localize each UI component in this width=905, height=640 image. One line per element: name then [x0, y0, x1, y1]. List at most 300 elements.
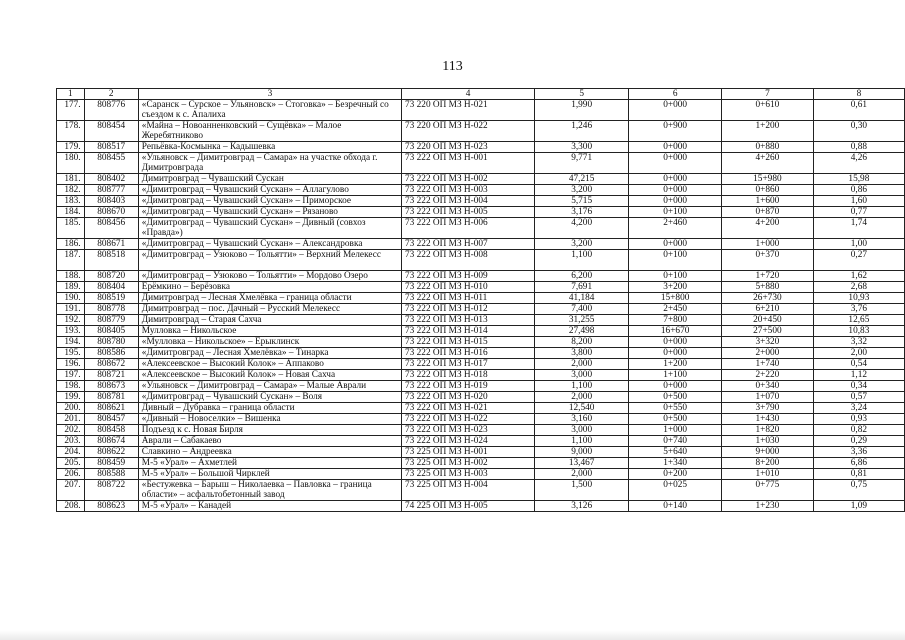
segment-start: 3+200	[629, 282, 722, 293]
road-code: 73 222 ОП МЗ Н-005	[402, 207, 535, 218]
road-code: 73 222 ОП МЗ Н-020	[402, 392, 535, 403]
road-length: 1,500	[535, 480, 629, 501]
row-number: 187.	[57, 250, 85, 271]
road-name: Дивный – Дубравка – граница области	[138, 403, 401, 414]
road-id: 808404	[84, 282, 138, 293]
road-name: Ерёмкино – Берёзовка	[138, 282, 401, 293]
road-name: «Димитровград – Чувашский Сускан» – Рязаново	[138, 207, 401, 218]
table-row	[57, 153, 905, 174]
segment-start: 2+460	[629, 218, 722, 239]
segment-length: 0,82	[813, 425, 904, 436]
segment-end: 4+200	[722, 218, 814, 239]
row-number: 191.	[57, 304, 85, 315]
segment-length: 1,60	[813, 196, 904, 207]
road-id: 808455	[84, 153, 138, 174]
table-row	[57, 359, 905, 370]
road-id: 808454	[84, 121, 138, 142]
page-number: 113	[442, 59, 463, 74]
segment-length: 0,29	[813, 436, 904, 447]
segment-length: 2,68	[813, 282, 904, 293]
road-name: Димитровград – Лесная Хмелёвка – граница области	[138, 293, 401, 304]
table-row	[57, 304, 905, 315]
road-code: 73 222 ОП МЗ Н-018	[402, 370, 535, 381]
table-row	[57, 196, 905, 207]
road-code: 73 222 ОП МЗ Н-001	[402, 153, 535, 174]
road-id: 808776	[84, 100, 138, 121]
row-number: 203.	[57, 436, 85, 447]
road-id: 808781	[84, 392, 138, 403]
table-row	[57, 348, 905, 359]
road-length: 9,000	[535, 447, 629, 458]
road-code: 73 222 ОП МЗ Н-024	[402, 436, 535, 447]
segment-length: 6,86	[813, 458, 904, 469]
road-id: 808457	[84, 414, 138, 425]
segment-length: 0,77	[813, 207, 904, 218]
row-number: 204.	[57, 447, 85, 458]
segment-length: 1,62	[813, 271, 904, 282]
segment-length: 3,76	[813, 304, 904, 315]
road-code: 73 222 ОП МЗ Н-021	[402, 403, 535, 414]
segment-end: 1+720	[722, 271, 814, 282]
segment-end: 1+030	[722, 436, 814, 447]
segment-end: 1+230	[722, 501, 814, 512]
row-number: 198.	[57, 381, 85, 392]
column-header: 7	[722, 89, 814, 100]
table-row	[57, 142, 905, 153]
row-number: 197.	[57, 370, 85, 381]
segment-length: 0,86	[813, 185, 904, 196]
table-row	[57, 381, 905, 392]
segment-end: 3+320	[722, 337, 814, 348]
segment-length: 1,00	[813, 239, 904, 250]
road-length: 1,100	[535, 381, 629, 392]
table-row	[57, 436, 905, 447]
road-length: 3,300	[535, 142, 629, 153]
row-number: 202.	[57, 425, 85, 436]
road-code: 73 222 ОП МЗ Н-016	[402, 348, 535, 359]
segment-length: 12,65	[813, 315, 904, 326]
segment-start: 7+800	[629, 315, 722, 326]
road-name: Димитровград – Старая Сахча	[138, 315, 401, 326]
road-length: 1,100	[535, 250, 629, 271]
road-id: 808458	[84, 425, 138, 436]
road-id: 808670	[84, 207, 138, 218]
row-number: 188.	[57, 271, 85, 282]
road-name: «Димитровград – Лесная Хмелёвка» – Тинарка	[138, 348, 401, 359]
table-row	[57, 447, 905, 458]
segment-end: 2+000	[722, 348, 814, 359]
segment-start: 16+670	[629, 326, 722, 337]
road-code: 73 222 ОП МЗ Н-006	[402, 218, 535, 239]
segment-start: 0+025	[629, 480, 722, 501]
road-name: Славкино – Андреевка	[138, 447, 401, 458]
road-code: 74 225 ОП МЗ Н-005	[402, 501, 535, 512]
segment-end: 1+820	[722, 425, 814, 436]
segment-length: 0,61	[813, 100, 904, 121]
road-name: М-5 «Урал» – Большой Чирклей	[138, 469, 401, 480]
road-id: 808779	[84, 315, 138, 326]
table-row	[57, 100, 905, 121]
table-row	[57, 469, 905, 480]
road-name: «Димитровград – Чувашский Сускан» – Воля	[138, 392, 401, 403]
segment-start: 0+200	[629, 469, 722, 480]
table-row	[57, 326, 905, 337]
road-length: 1,990	[535, 100, 629, 121]
road-id: 808405	[84, 326, 138, 337]
row-number: 200.	[57, 403, 85, 414]
segment-end: 27+500	[722, 326, 814, 337]
road-name: Аврали – Сабакаево	[138, 436, 401, 447]
road-code: 73 222 ОП МЗ Н-014	[402, 326, 535, 337]
road-name: «Ульяновск – Димитровград – Самара» на участке обхода г. Димитровграда	[138, 153, 401, 174]
road-name: Репьёвка-Космынка – Кадышевка	[138, 142, 401, 153]
table-row	[57, 315, 905, 326]
road-name: «Дивный – Новоселки» – Вишенка	[138, 414, 401, 425]
segment-end: 1+000	[722, 239, 814, 250]
road-length: 41,184	[535, 293, 629, 304]
segment-length: 1,12	[813, 370, 904, 381]
road-length: 3,200	[535, 239, 629, 250]
segment-end: 3+790	[722, 403, 814, 414]
segment-length: 1,09	[813, 501, 904, 512]
row-number: 190.	[57, 293, 85, 304]
road-code: 73 222 ОП МЗ Н-022	[402, 414, 535, 425]
table-row	[57, 218, 905, 239]
road-id: 808588	[84, 469, 138, 480]
road-code: 73 222 ОП МЗ Н-010	[402, 282, 535, 293]
table-row	[57, 425, 905, 436]
road-code: 73 222 ОП МЗ Н-015	[402, 337, 535, 348]
segment-start: 0+550	[629, 403, 722, 414]
road-id: 808673	[84, 381, 138, 392]
road-length: 2,000	[535, 392, 629, 403]
road-code: 73 222 ОП МЗ Н-013	[402, 315, 535, 326]
road-id: 808672	[84, 359, 138, 370]
segment-start: 0+140	[629, 501, 722, 512]
table-row	[57, 337, 905, 348]
road-code: 73 222 ОП МЗ Н-003	[402, 185, 535, 196]
road-code: 73 222 ОП МЗ Н-008	[402, 250, 535, 271]
road-length: 3,176	[535, 207, 629, 218]
road-id: 808403	[84, 196, 138, 207]
segment-end: 26+730	[722, 293, 814, 304]
segment-end: 5+880	[722, 282, 814, 293]
road-name: М-5 «Урал» – Канадей	[138, 501, 401, 512]
table-row	[57, 414, 905, 425]
road-id: 808671	[84, 239, 138, 250]
road-code: 73 222 ОП МЗ Н-019	[402, 381, 535, 392]
segment-start: 0+900	[629, 121, 722, 142]
row-number: 196.	[57, 359, 85, 370]
segment-end: 0+775	[722, 480, 814, 501]
table-row	[57, 207, 905, 218]
road-length: 3,160	[535, 414, 629, 425]
segment-length: 0,54	[813, 359, 904, 370]
row-number: 182.	[57, 185, 85, 196]
road-length: 12,540	[535, 403, 629, 414]
column-header: 6	[629, 89, 722, 100]
segment-start: 0+000	[629, 100, 722, 121]
segment-length: 2,00	[813, 348, 904, 359]
road-length: 8,200	[535, 337, 629, 348]
row-number: 184.	[57, 207, 85, 218]
road-name: «Димитровград – Чувашский Сускан» – Александровка	[138, 239, 401, 250]
row-number: 201.	[57, 414, 85, 425]
column-header: 5	[535, 89, 629, 100]
road-code: 73 220 ОП МЗ Н-022	[402, 121, 535, 142]
row-number: 180.	[57, 153, 85, 174]
row-number: 194.	[57, 337, 85, 348]
segment-length: 0,30	[813, 121, 904, 142]
segment-start: 0+100	[629, 250, 722, 271]
row-number: 178.	[57, 121, 85, 142]
road-name: «Димитровград – Чувашский Сускан» – Приморское	[138, 196, 401, 207]
table-row	[57, 403, 905, 414]
segment-start: 0+000	[629, 142, 722, 153]
segment-end: 4+260	[722, 153, 814, 174]
road-code: 73 222 ОП МЗ Н-007	[402, 239, 535, 250]
roads-table	[56, 88, 905, 512]
segment-end: 6+210	[722, 304, 814, 315]
road-code: 73 222 ОП МЗ Н-002	[402, 174, 535, 185]
road-name: «Димитровград – Чувашский Сускан» – Дивный (совхоз «Правда»)	[138, 218, 401, 239]
road-id: 808459	[84, 458, 138, 469]
road-code: 73 225 ОП МЗ Н-001	[402, 447, 535, 458]
header-row	[57, 89, 905, 100]
segment-start: 0+000	[629, 174, 722, 185]
segment-end: 1+600	[722, 196, 814, 207]
table-row	[57, 458, 905, 469]
road-length: 13,467	[535, 458, 629, 469]
row-number: 205.	[57, 458, 85, 469]
road-id: 808586	[84, 348, 138, 359]
table-row	[57, 239, 905, 250]
road-name: «Саранск – Сурское – Ульяновск» – Стоговка» – Безречный со съездом к с. Апалиха	[138, 100, 401, 121]
road-id: 808778	[84, 304, 138, 315]
row-number: 195.	[57, 348, 85, 359]
segment-start: 0+000	[629, 239, 722, 250]
road-length: 3,000	[535, 425, 629, 436]
row-number: 177.	[57, 100, 85, 121]
segment-length: 3,24	[813, 403, 904, 414]
road-name: «Майна – Новоанненковский – Сущёвка» – Малое Жеребятниково	[138, 121, 401, 142]
segment-start: 5+640	[629, 447, 722, 458]
segment-length: 0,75	[813, 480, 904, 501]
table-body	[57, 100, 905, 512]
segment-end: 0+860	[722, 185, 814, 196]
segment-end: 1+070	[722, 392, 814, 403]
row-number: 181.	[57, 174, 85, 185]
road-length: 4,200	[535, 218, 629, 239]
scan-shadow	[0, 630, 905, 640]
road-length: 9,771	[535, 153, 629, 174]
segment-start: 15+800	[629, 293, 722, 304]
segment-start: 0+100	[629, 207, 722, 218]
road-id: 808518	[84, 250, 138, 271]
segment-length: 0,34	[813, 381, 904, 392]
road-code: 73 222 ОП МЗ Н-017	[402, 359, 535, 370]
table-row	[57, 501, 905, 512]
segment-start: 0+500	[629, 392, 722, 403]
road-name: Подъезд к с. Новая Бирля	[138, 425, 401, 436]
segment-length: 4,26	[813, 153, 904, 174]
row-number: 206.	[57, 469, 85, 480]
road-code: 73 222 ОП МЗ Н-023	[402, 425, 535, 436]
road-name: «Бестужевка – Барыш – Николаевка – Павловка – граница области» – асфальтобетонный завод	[138, 480, 401, 501]
road-id: 808674	[84, 436, 138, 447]
row-number: 179.	[57, 142, 85, 153]
segment-length: 0,81	[813, 469, 904, 480]
segment-length: 0,88	[813, 142, 904, 153]
segment-start: 1+340	[629, 458, 722, 469]
segment-end: 9+000	[722, 447, 814, 458]
row-number: 192.	[57, 315, 85, 326]
table-row	[57, 370, 905, 381]
table-row	[57, 392, 905, 403]
segment-end: 1+010	[722, 469, 814, 480]
segment-end: 1+200	[722, 121, 814, 142]
road-name: «Алексеевское – Высокий Колок» – Новая Сахча	[138, 370, 401, 381]
segment-end: 15+980	[722, 174, 814, 185]
table-row	[57, 185, 905, 196]
road-length: 6,200	[535, 271, 629, 282]
road-id: 808720	[84, 271, 138, 282]
road-code: 73 220 ОП МЗ Н-023	[402, 142, 535, 153]
segment-length: 10,83	[813, 326, 904, 337]
road-name: «Димитровград – Узюково – Тольятти» – Мордово Озеро	[138, 271, 401, 282]
road-code: 73 222 ОП МЗ Н-012	[402, 304, 535, 315]
road-id: 808721	[84, 370, 138, 381]
road-length: 3,800	[535, 348, 629, 359]
row-number: 193.	[57, 326, 85, 337]
segment-start: 0+000	[629, 153, 722, 174]
segment-length: 10,93	[813, 293, 904, 304]
segment-end: 0+880	[722, 142, 814, 153]
segment-end: 0+340	[722, 381, 814, 392]
segment-length: 0,27	[813, 250, 904, 271]
road-code: 73 220 ОП МЗ Н-021	[402, 100, 535, 121]
road-id: 808517	[84, 142, 138, 153]
segment-length: 0,57	[813, 392, 904, 403]
table-row	[57, 121, 905, 142]
segment-end: 20+450	[722, 315, 814, 326]
road-id: 808456	[84, 218, 138, 239]
segment-end: 2+220	[722, 370, 814, 381]
segment-start: 0+000	[629, 337, 722, 348]
table-row	[57, 282, 905, 293]
segment-start: 2+450	[629, 304, 722, 315]
column-header: 2	[84, 89, 138, 100]
road-length: 1,246	[535, 121, 629, 142]
segment-start: 0+000	[629, 185, 722, 196]
table-row	[57, 293, 905, 304]
segment-length: 3,36	[813, 447, 904, 458]
segment-length: 0,93	[813, 414, 904, 425]
road-length: 31,255	[535, 315, 629, 326]
segment-end: 0+870	[722, 207, 814, 218]
segment-start: 0+000	[629, 381, 722, 392]
row-number: 186.	[57, 239, 85, 250]
road-name: Димитровград – пос. Дачный – Русский Мелекесс	[138, 304, 401, 315]
segment-start: 1+100	[629, 370, 722, 381]
road-id: 808722	[84, 480, 138, 501]
road-id: 808402	[84, 174, 138, 185]
table-row	[57, 174, 905, 185]
road-name: «Димитровград – Узюково – Тольятти» – Верхний Мелекесс	[138, 250, 401, 271]
road-name: «Алексеевское – Высокий Колок» – Аппаково	[138, 359, 401, 370]
road-name: «Ульяновск – Димитровград – Самара» – Малые Аврали	[138, 381, 401, 392]
road-code: 73 225 ОП МЗ Н-002	[402, 458, 535, 469]
road-id: 808780	[84, 337, 138, 348]
road-name: Димитровград – Чувашский Сускан	[138, 174, 401, 185]
column-header: 3	[138, 89, 401, 100]
segment-start: 1+000	[629, 425, 722, 436]
segment-end: 0+610	[722, 100, 814, 121]
road-id: 808623	[84, 501, 138, 512]
road-id: 808777	[84, 185, 138, 196]
row-number: 208.	[57, 501, 85, 512]
road-length: 2,000	[535, 469, 629, 480]
table-row	[57, 480, 905, 501]
road-id: 808519	[84, 293, 138, 304]
road-code: 73 222 ОП МЗ Н-009	[402, 271, 535, 282]
row-number: 183.	[57, 196, 85, 207]
segment-start: 0+100	[629, 271, 722, 282]
road-code: 73 222 ОП МЗ Н-011	[402, 293, 535, 304]
row-number: 185.	[57, 218, 85, 239]
column-header: 1	[57, 89, 85, 100]
road-name: «Мулловка – Никольское» – Ерыклинск	[138, 337, 401, 348]
column-header: 8	[813, 89, 904, 100]
segment-length: 3,32	[813, 337, 904, 348]
road-length: 5,715	[535, 196, 629, 207]
table-row	[57, 271, 905, 282]
road-length: 7,691	[535, 282, 629, 293]
segment-start: 1+200	[629, 359, 722, 370]
road-id: 808622	[84, 447, 138, 458]
road-name: М-5 «Урал» – Ахметлей	[138, 458, 401, 469]
road-length: 3,000	[535, 370, 629, 381]
segment-length: 1,74	[813, 218, 904, 239]
column-header: 4	[402, 89, 535, 100]
segment-end: 8+200	[722, 458, 814, 469]
road-length: 27,498	[535, 326, 629, 337]
road-length: 47,215	[535, 174, 629, 185]
segment-length: 15,98	[813, 174, 904, 185]
segment-start: 0+740	[629, 436, 722, 447]
table-header	[57, 89, 905, 100]
row-number: 207.	[57, 480, 85, 501]
segment-end: 1+740	[722, 359, 814, 370]
road-length: 3,200	[535, 185, 629, 196]
road-code: 73 225 ОП МЗ Н-003	[402, 469, 535, 480]
row-number: 199.	[57, 392, 85, 403]
segment-end: 0+370	[722, 250, 814, 271]
table-row	[57, 250, 905, 271]
segment-end: 1+430	[722, 414, 814, 425]
road-code: 73 225 ОП МЗ Н-004	[402, 480, 535, 501]
row-number: 189.	[57, 282, 85, 293]
road-length: 7,400	[535, 304, 629, 315]
road-name: Мулловка – Никольское	[138, 326, 401, 337]
road-name: «Димитровград – Чувашский Сускан» – Аллагулово	[138, 185, 401, 196]
road-length: 3,126	[535, 501, 629, 512]
segment-start: 0+000	[629, 348, 722, 359]
road-id: 808621	[84, 403, 138, 414]
road-code: 73 222 ОП МЗ Н-004	[402, 196, 535, 207]
road-length: 2,000	[535, 359, 629, 370]
road-length: 1,100	[535, 436, 629, 447]
